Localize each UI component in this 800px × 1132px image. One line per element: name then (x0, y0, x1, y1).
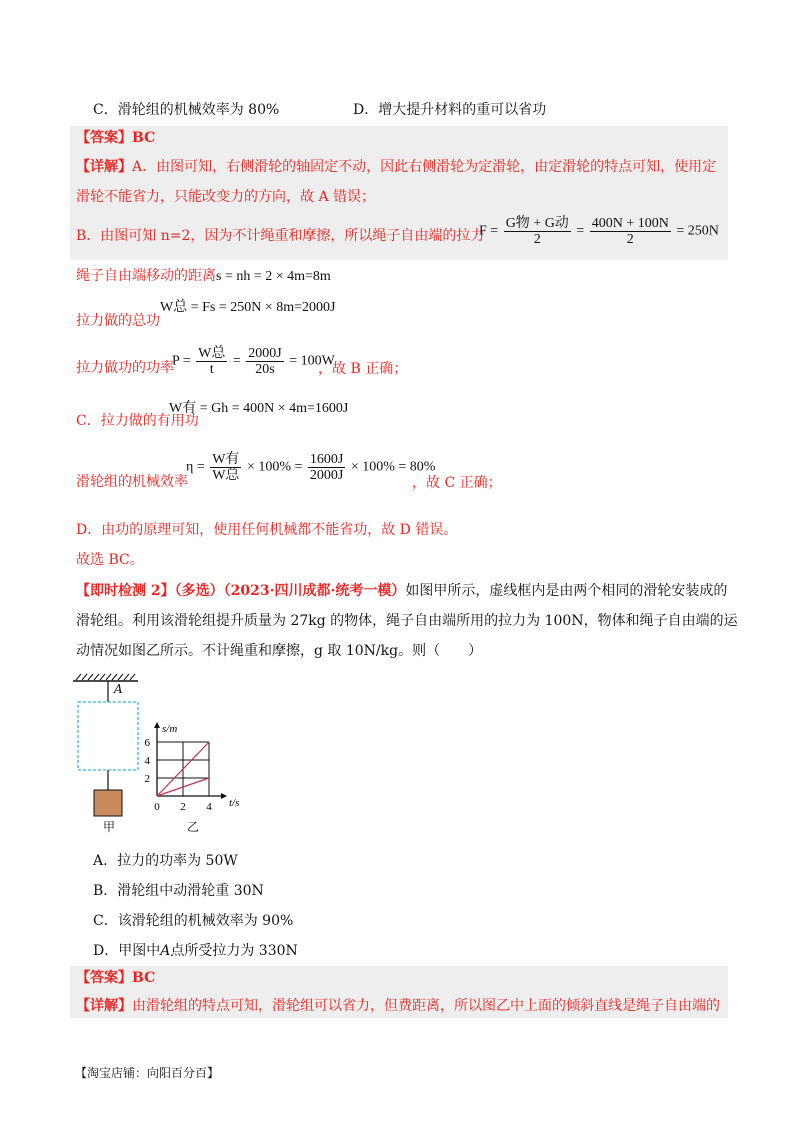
option-d-prev: D．增大提升材料的重可以省功 (353, 102, 547, 118)
option-d: D．甲图中A点所受拉力为 330N (93, 943, 298, 959)
formula-efficiency: η = $\frac{\text{W有}}{\text{W总}}$ × 100% = $\frac{1600J}{2000J}$ × 100% = 80% (186, 452, 436, 483)
option-c-prev: C．滑轮组的机械效率为 80% (93, 102, 280, 118)
power-text: 拉力做功的功率 (76, 360, 174, 376)
option-a: A．拉力的功率为 50W (93, 853, 238, 869)
choose-answer: 故选 BC。 (76, 552, 144, 568)
total-work-text: 拉力做的总功 (76, 313, 160, 329)
formula-total-work: W总 = Fs = 250N × 8m=2000J (160, 300, 336, 315)
formula-useful-work: W有 = Gh = 400N × 4m=1600J (169, 401, 349, 416)
y-tick-label: 4 (144, 755, 150, 767)
detail-1-line-2: 滑轮不能省力，只能改变力的方向，故 A 错误； (76, 189, 376, 205)
efficiency-end: ，故 C 正确； (412, 475, 502, 491)
detail-1-line-b: B．由图可知 n=2，因为不计绳重和摩擦，所以绳子自由端的拉力 (76, 228, 485, 244)
option-b: B．滑轮组中动滑轮重 30N (93, 883, 264, 899)
formula-power: P = $\frac{\text{W总}}{t}$ = $\frac{2000J}{20s}$ = 100W (172, 346, 335, 377)
point-a-label: A (114, 682, 123, 696)
detail-1-line-d: D．由功的原理可知，使用任何机械都不能省功，故 D 错误。 (76, 522, 458, 538)
option-c: C．该滑轮组的机械效率为 90% (93, 913, 294, 929)
x-tick-label: 2 (180, 801, 186, 812)
formula-pull-force: F = $\frac{\text{G物 + G动}}{2}$ = $\frac{400N + 100N}{2}$ = 250N (479, 216, 719, 247)
y-axis-arrow (154, 722, 160, 728)
caption-yi: 乙 (187, 820, 200, 834)
detail-2-line-1: 【详解】由滑轮组的特点可知，滑轮组可以省力，但费距离，所以图乙中上面的倾斜直线是绳子自由端的 (76, 998, 720, 1014)
useful-work-text: C．拉力做的有用功 (76, 413, 199, 429)
pulley-figure (70, 672, 150, 842)
power-end: ，故 B 正确； (318, 361, 408, 377)
distance-text: 绳子自由端移动的距离s = nh = 2 × 4m=8m (76, 268, 331, 284)
answer-2: 【答案】BC (76, 970, 156, 986)
x-axis-label: t/s (229, 797, 240, 809)
question-2: 【即时检测 2】（多选）（2023·四川成都·统考一模）如图甲所示，虚线框内是由两个相同的滑轮安装成的 滑轮组。利用该滑轮组提升质量为 27kg 的物体，绳子自由端所用的拉力为 100N，物体和绳子自由端的运 动情况如图乙所示。不计绳重和摩擦，g 取 10N/kg。则（ ） (76, 583, 738, 659)
footer-shop: 【淘宝店铺：向阳百分百】 (75, 1066, 220, 1080)
distance-time-chart (140, 672, 260, 812)
answer-1: 【答案】BC (76, 130, 156, 146)
y-axis-label: s/m (162, 723, 178, 735)
efficiency-text: 滑轮组的机械效率 (76, 474, 188, 490)
detail-1-line-1: 【详解】A．由图可知，右侧滑轮的轴固定不动，因此右侧滑轮为定滑轮，由定滑轮的特点可知，使用定 (76, 159, 717, 175)
y-tick-label: 2 (144, 773, 150, 785)
y-tick-label: 6 (144, 737, 150, 749)
x-tick-label: 0 (154, 801, 160, 812)
caption-jia: 甲 (103, 820, 116, 834)
x-tick-label: 4 (206, 801, 212, 812)
x-axis-arrow (221, 793, 227, 799)
